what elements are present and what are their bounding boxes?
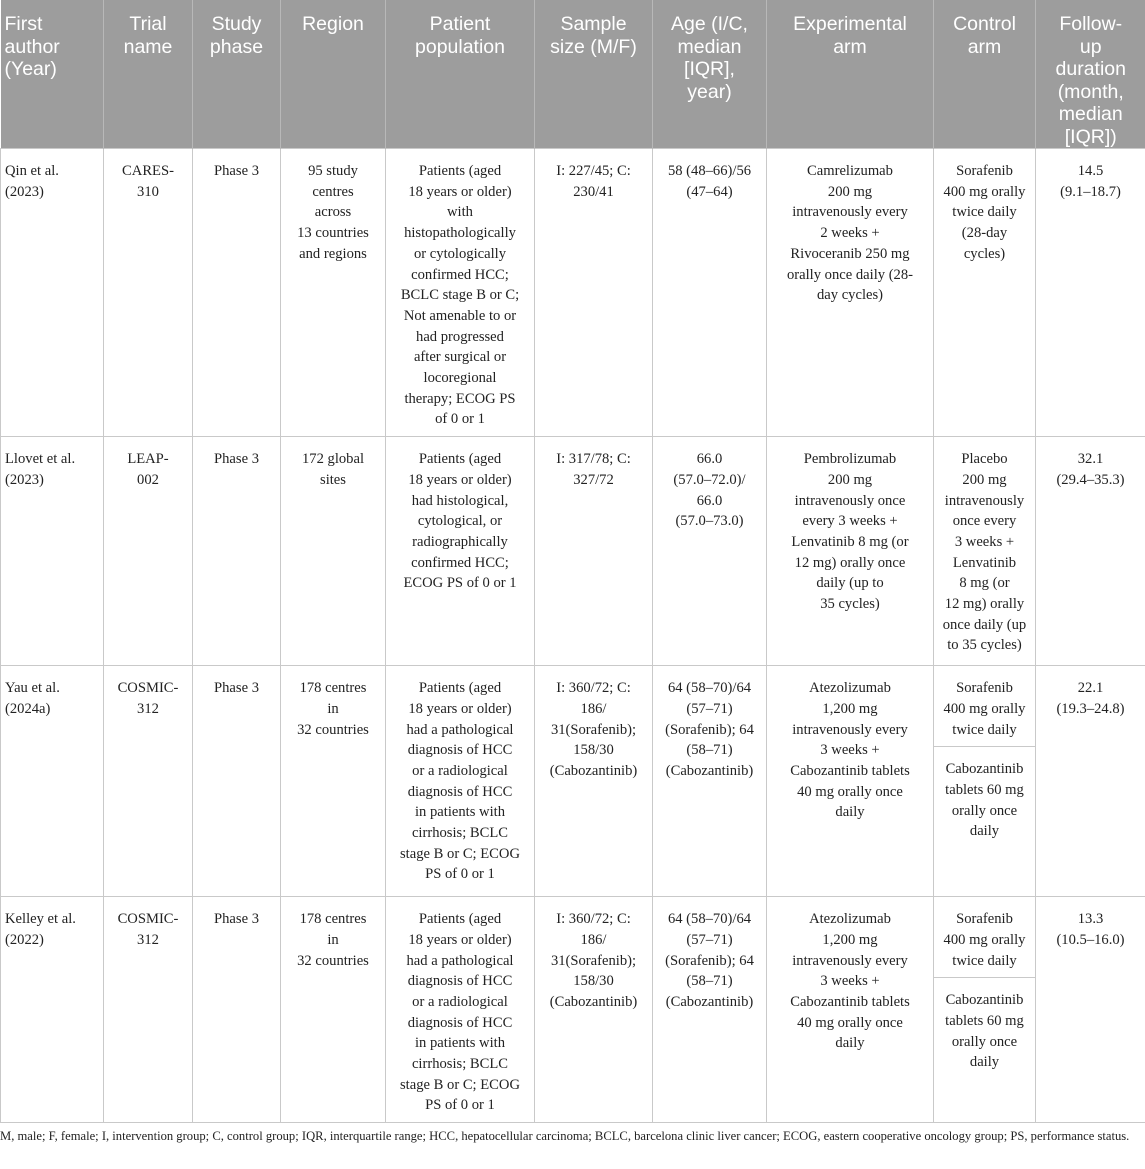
cell-trial-name: COSMIC- 312: [104, 666, 193, 897]
header-row: [1, 0, 1145, 149]
control-arm-entry: Cabozantinib tablets 60 mg orally once daily: [934, 746, 1035, 848]
cell-sample-size: I: 227/45; C: 230/41: [535, 149, 653, 437]
cell-patient-population: Patients (aged 18 years or older) with histopathologically or cytologically confirmed HCC; BCLC stage B or C; Not amenable to or had progressed after surgical or locoregional therapy; ECOG PS of 0 or 1: [386, 149, 535, 437]
header-patient-population: Patient population: [386, 0, 535, 149]
cell-sample-size: I: 360/72; C: 186/ 31(Sorafenib); 158/30 (Cabozantinib): [535, 897, 653, 1123]
header-study-phase: Study phase: [193, 0, 281, 149]
control-arm-entry: Placebo 200 mg intravenously once every 3 weeks + Lenvatinib 8 mg (or 12 mg) orally once daily (up to 35 cycles): [942, 451, 1027, 654]
cell-first-author: Qin et al. (2023): [1, 149, 104, 437]
table-row: [1, 149, 1145, 437]
header-age: Age (I/C, median [IQR], year): [653, 0, 767, 149]
cell-first-author: Kelley et al. (2022): [1, 897, 104, 1123]
cell-age: 64 (58–70)/64 (57–71) (Sorafenib); 64 (58–71) (Cabozantinib): [653, 666, 767, 897]
cell-first-author: Yau et al. (2024a): [1, 666, 104, 897]
control-arm-entry: Cabozantinib tablets 60 mg orally once daily: [934, 977, 1035, 1079]
control-arm-entry: Sorafenib 400 mg orally twice daily: [943, 911, 1026, 969]
cell-control-arm: [934, 149, 1036, 437]
table-body: [1, 149, 1145, 1123]
cell-experimental-arm: Atezolizumab 1,200 mg intravenously every 3 weeks + Cabozantinib tablets 40 mg orally once daily: [767, 666, 934, 897]
cell-study-phase: Phase 3: [193, 666, 281, 897]
header-experimental-arm: Experimental arm: [767, 0, 934, 149]
table-row: [1, 897, 1145, 1123]
cell-follow-up: 14.5 (9.1–18.7): [1036, 149, 1145, 437]
cell-follow-up: 22.1 (19.3–24.8): [1036, 666, 1145, 897]
table-row: [1, 666, 1145, 897]
cell-age: 58 (48–66)/56 (47–64): [653, 149, 767, 437]
header-first-author: First author (Year): [1, 0, 104, 149]
cell-patient-population: Patients (aged 18 years or older) had a pathological diagnosis of HCC or a radiological diagnosis of HCC in patients with cirrhosis; BCLC stage B or C; ECOG PS of 0 or 1: [386, 897, 535, 1123]
cell-patient-population: Patients (aged 18 years or older) had histological, cytological, or radiographically confirmed HCC; ECOG PS of 0 or 1: [386, 437, 535, 666]
header-follow-up-duration: Follow- up duration (month, median [IQR]): [1036, 0, 1145, 149]
cell-study-phase: Phase 3: [193, 897, 281, 1123]
cell-patient-population: Patients (aged 18 years or older) had a pathological diagnosis of HCC or a radiological diagnosis of HCC in patients with cirrhosis; BCLC stage B or C; ECOG PS of 0 or 1: [386, 666, 535, 897]
cell-region: 95 study centres across 13 countries and regions: [281, 149, 386, 437]
cell-study-phase: Phase 3: [193, 437, 281, 666]
cell-experimental-arm: Atezolizumab 1,200 mg intravenously every 3 weeks + Cabozantinib tablets 40 mg orally once daily: [767, 897, 934, 1123]
cell-control-arm: [934, 666, 1036, 897]
header-sample-size: Sample size (M/F): [535, 0, 653, 149]
cell-experimental-arm: Camrelizumab 200 mg intravenously every 2 weeks + Rivoceranib 250 mg orally once daily (28- day cycles): [767, 149, 934, 437]
cell-region: 178 centres in 32 countries: [281, 666, 386, 897]
header-control-arm: Control arm: [934, 0, 1036, 149]
cell-follow-up: 32.1 (29.4–35.3): [1036, 437, 1145, 666]
cell-sample-size: I: 317/78; C: 327/72: [535, 437, 653, 666]
header-region: Region: [281, 0, 386, 149]
table-row: [1, 437, 1145, 666]
header-trial-name: Trial name: [104, 0, 193, 149]
cell-region: 172 global sites: [281, 437, 386, 666]
control-arm-entry: Sorafenib 400 mg orally twice daily (28-day cycles): [943, 163, 1026, 262]
cell-sample-size: I: 360/72; C: 186/ 31(Sorafenib); 158/30 (Cabozantinib): [535, 666, 653, 897]
cell-trial-name: COSMIC- 312: [104, 897, 193, 1123]
cell-region: 178 centres in 32 countries: [281, 897, 386, 1123]
cell-first-author: Llovet et al. (2023): [1, 437, 104, 666]
cell-age: 66.0 (57.0–72.0)/ 66.0 (57.0–73.0): [653, 437, 767, 666]
cell-control-arm: [934, 897, 1036, 1123]
cell-experimental-arm: Pembrolizumab 200 mg intravenously once every 3 weeks + Lenvatinib 8 mg (or 12 mg) orally once daily (up to 35 cycles): [767, 437, 934, 666]
cell-trial-name: CARES- 310: [104, 149, 193, 437]
control-arm-entry: Sorafenib 400 mg orally twice daily: [943, 680, 1026, 738]
table-footnote: M, male; F, female; I, intervention group; C, control group; IQR, interquartile range; HCC, hepatocellular carcinoma; BCLC, barcelona clinic liver cancer; ECOG, eastern cooperative oncology group; PS, performance status.: [0, 1129, 1130, 1143]
cell-control-arm: [934, 437, 1036, 666]
cell-age: 64 (58–70)/64 (57–71) (Sorafenib); 64 (58–71) (Cabozantinib): [653, 897, 767, 1123]
cell-follow-up: 13.3 (10.5–16.0): [1036, 897, 1145, 1123]
cell-study-phase: Phase 3: [193, 149, 281, 437]
cell-trial-name: LEAP- 002: [104, 437, 193, 666]
